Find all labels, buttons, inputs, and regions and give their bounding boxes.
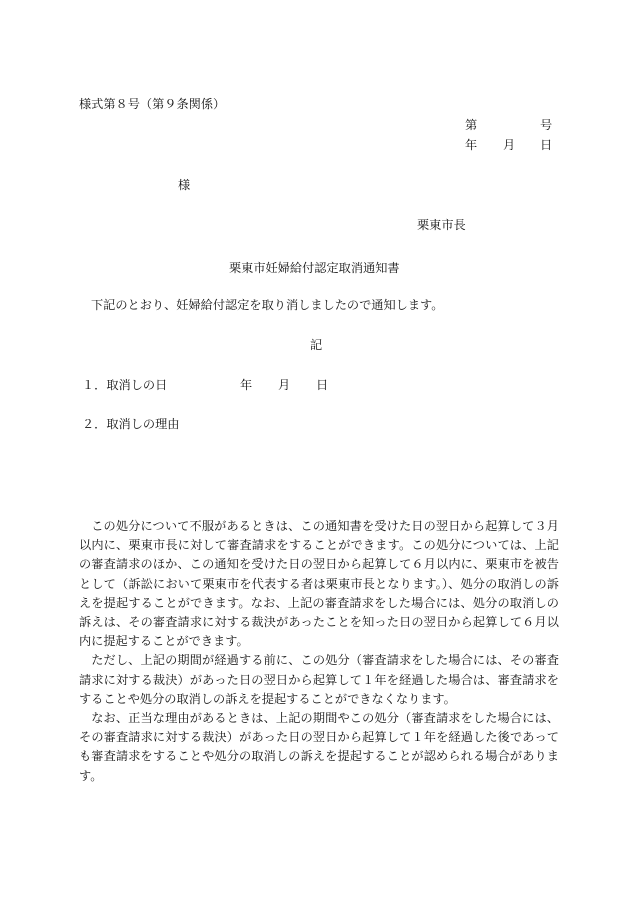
intro-text: 下記のとおり、妊婦給付認定を取り消しましたので通知します。 bbox=[91, 298, 444, 312]
item-cancellation-reason-label: ２．取消しの理由 bbox=[82, 417, 180, 431]
issue-date-day: 日 bbox=[540, 138, 553, 152]
item-cancellation-date-label: １．取消しの日 bbox=[82, 378, 168, 392]
item-cancellation-date-day: 日 bbox=[316, 378, 329, 392]
ki-heading: 記 bbox=[310, 338, 323, 352]
notice-paragraph: この処分について不服があるときは、この通知書を受けた日の翌日から起算して３月以内に、栗東市長に対して審査請求をすることができます。この処分については、上記の審査請求のほか、この通知を受けた日の翌日から起算して６月以内に、栗東市を被告として（訴訟において栗東市を代表する者は栗東市長となります。）、処分の取消しの訴えを提起することができます。なお、上記の審査請求をした場合には、処分の取消しの訴えは、その審査請求に対する裁決があったことを知った日の翌日から起算して６月以内に提起することができます。 bbox=[79, 519, 559, 649]
item-cancellation-date-month: 月 bbox=[278, 378, 291, 392]
document-title: 栗東市妊婦給付認定取消通知書 bbox=[229, 261, 400, 275]
issue-date-month: 月 bbox=[503, 138, 516, 152]
notice-paragraph: ただし、上記の期間が経過する前に、この処分（審査請求をした場合には、その審査請求に対する裁決）があった日の翌日から起算して１年を経過した場合は、審査請求をすることや処分の取消しの訴えを提起することができなくなります。 bbox=[79, 653, 559, 706]
notice-section bbox=[79, 517, 559, 786]
item-cancellation-date-year: 年 bbox=[240, 378, 253, 392]
issuer-name: 栗東市長 bbox=[417, 218, 466, 232]
issue-date-year: 年 bbox=[465, 138, 478, 152]
document-number-suffix: 号 bbox=[540, 118, 553, 132]
addressee-suffix: 様 bbox=[178, 178, 191, 192]
form-label: 様式第８号（第９条関係） bbox=[79, 97, 226, 111]
notice-paragraph: なお、正当な理由があるときは、上記の期間やこの処分（審査請求をした場合には、その審査請求に対する裁決）があった日の翌日から起算して１年を経過した後であっても審査請求をすることや処分の取消しの訴えを提起することが認められる場合があります。 bbox=[79, 711, 559, 783]
document-number-prefix: 第 bbox=[465, 118, 478, 132]
